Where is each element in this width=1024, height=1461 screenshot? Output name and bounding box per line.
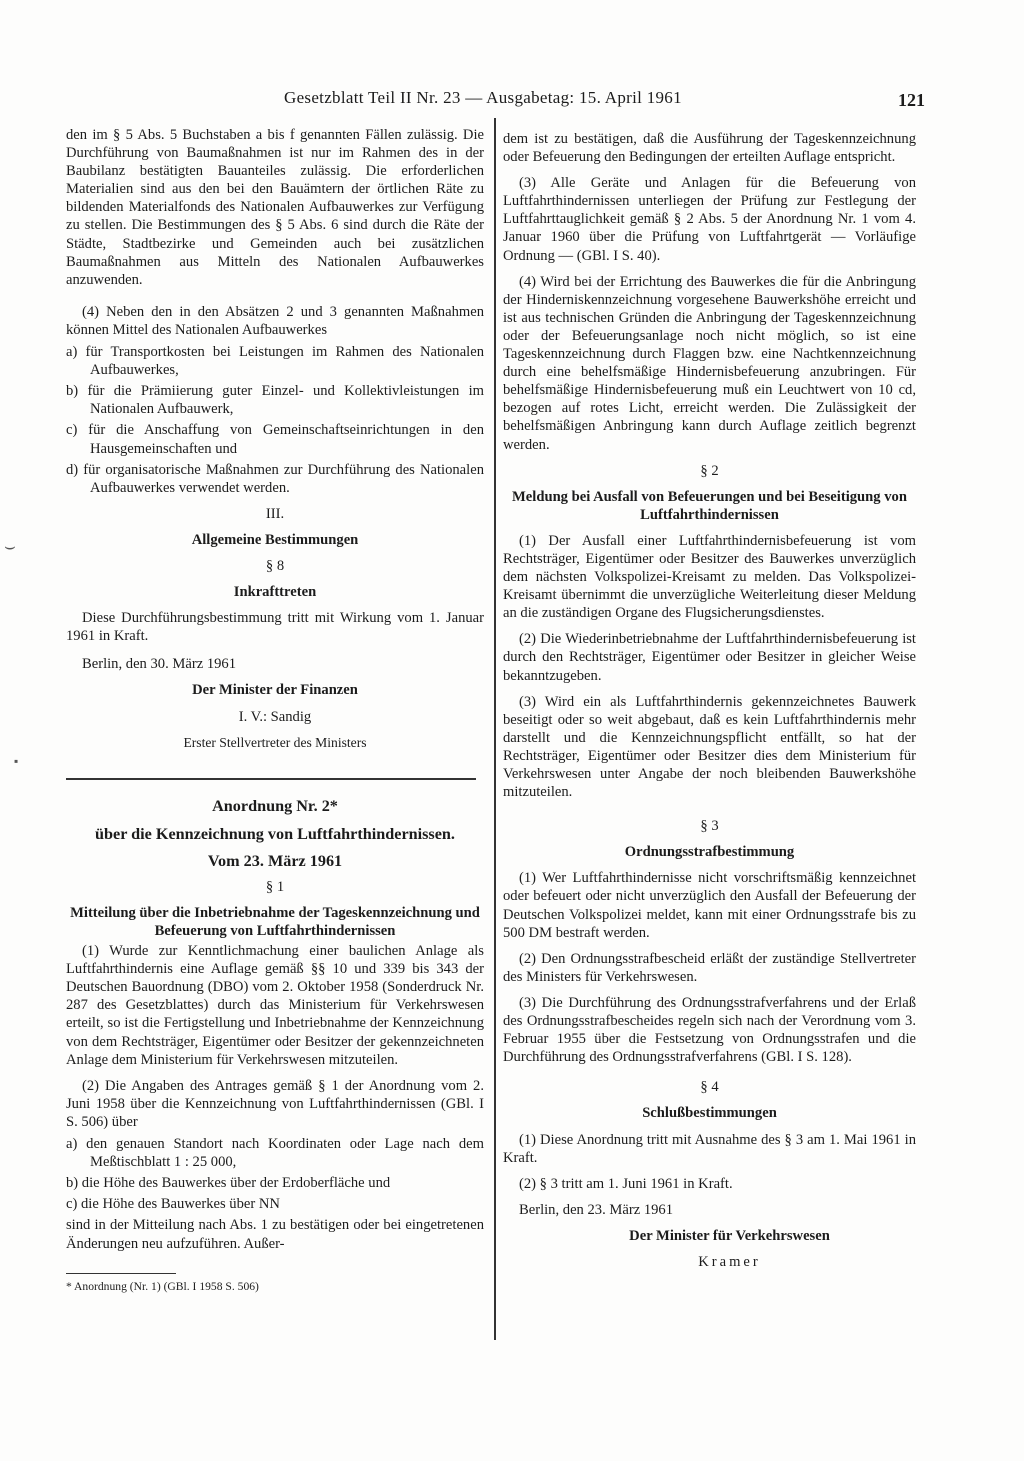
paragraph-title: Schlußbestimmungen — [642, 1105, 777, 1122]
paragraph-title: Ordnungsstrafbestimmung — [624, 844, 795, 861]
margin-mark: ⌣ — [4, 536, 16, 556]
separator-rule — [66, 778, 476, 780]
paragraph: dem ist zu bestätigen, daß die Ausführung der Tageskennzeichnung oder Befeuerung den Bedingungen der erteilten Auflage entspricht. — [503, 131, 916, 166]
list-item: a) für Transportkosten bei Leistungen im Rahmen des Nationalen Aufbauwerkes, — [66, 344, 484, 379]
paragraph-title: Inkrafttreten — [233, 584, 317, 601]
part-title: Allgemeine Bestimmungen — [191, 531, 359, 548]
paragraph: sind in der Mitteilung nach Abs. 1 zu bestätigen oder bei eingetretenen Änderungen neu aufzuführen. Außer- — [66, 1217, 484, 1252]
paragraph: Diese Durchführungsbestimmung tritt mit Wirkung vom 1. Januar 1961 in Kraft. — [66, 610, 484, 645]
enumeration-list — [66, 1135, 484, 1213]
paragraph-symbol: § 2 — [700, 462, 719, 479]
signature-name: Kramer — [698, 1253, 761, 1270]
date-line: Berlin, den 23. März 1961 — [519, 1201, 674, 1218]
paragraph-symbol: § 4 — [700, 1079, 719, 1096]
paragraph-title: Mitteilung über die Inbetriebnahme der Tageskennzeichnung und Befeuerung von Luftfahrthindernissen — [70, 904, 480, 939]
paragraph-symbol: § 8 — [265, 557, 285, 574]
running-header: Gesetzblatt Teil II Nr. 23 — Ausgabetag: 15. April 1961 — [284, 88, 682, 107]
part-number: III. — [265, 505, 285, 522]
paragraph: (2) § 3 tritt am 1. Juni 1961 in Kraft. — [519, 1175, 733, 1192]
signature-title: Der Minister der Finanzen — [192, 682, 358, 699]
paragraph: (3) Die Durchführung des Ordnungsstrafverfahrens und der Erlaß des Ordnungsstrafbescheides regeln sich nach der Verordnung vom 3. Februar 1955 über die Festsetzung von Ordnungsstrafen und die Durchführung des Ordnungsstrafverfahrens (GBl. I S. 128). — [503, 994, 916, 1066]
list-item: d) für organisatorische Maßnahmen zur Durchführung des Nationalen Aufbauwerkes verwendet werden. — [66, 461, 484, 496]
paragraph: (1) Der Ausfall einer Luftfahrthindernisbefeuerung ist vom Rechtsträger, Eigentümer oder Besitzer des Bauwerkes unverzüglich dem nächsten Volkspolizei-Kreisamt zu melden. Das Volkspolizei-Kreisamt übernimmt die unverzügliche Weiterleitung dieser Meldung an die zuständigen Organe des Flugsicherungsdienstes. — [503, 532, 916, 622]
footnote: * Anordnung (Nr. 1) (GBl. I 1958 S. 506) — [66, 1279, 259, 1293]
enumeration-list — [66, 343, 484, 497]
list-item: b) die Höhe des Bauwerkes über der Erdoberfläche und — [66, 1175, 391, 1192]
list-item: c) die Höhe des Bauwerkes über NN — [66, 1196, 280, 1213]
date-line: Berlin, den 30. März 1961 — [82, 656, 237, 673]
paragraph: (2) Die Wiederinbetriebnahme der Luftfahrthindernisbefeuerung ist durch den Rechtsträger, Eigentümer oder Besitzer in gleicher Weise bekanntzugeben. — [503, 631, 916, 684]
list-item: b) für die Prämiierung guter Einzel- und Kollektivleistungen im Nationalen Aufbauwerk, — [66, 383, 484, 418]
footnote-rule — [66, 1273, 176, 1274]
margin-mark: ▪ — [14, 754, 19, 768]
list-item: a) den genauen Standort nach Koordinaten oder Lage nach dem Meßtischblatt 1 : 25 000, — [66, 1136, 484, 1171]
paragraph-title: Meldung bei Ausfall von Befeuerungen und bei Beseitigung von Luftfahrthindernissen — [512, 488, 907, 523]
ordinance-title: Anordnung Nr. 2* — [212, 796, 338, 815]
paragraph: (4) Wird bei der Errichtung des Bauwerkes die für die Anbringung der Hinderniskennzeichnung vorgesehene Bauwerkshöhe erreicht und ist aus technischen Gründen die Anbringung der Tageskennzeichnung oder der Befeuerungsanlage noch nicht möglich, so ist eine Tageskennzeichnung durch Flaggen bzw. eine Nachtkennzeichnung durch eine behelfsmäßige Hindernisbefeuerung anzubringen. Für behelfsmäßige Hindernisbefeuerung muß ein Leuchtwert von 10 cd, bezogen auf rotes Licht, erreicht werden. Die Zulässigkeit der behelfsmäßigen Anbringung kann durch Auflage zeitlich begrenzt werden. — [503, 273, 916, 453]
paragraph: (3) Wird ein als Luftfahrthindernis gekennzeichnetes Bauwerk beseitigt oder so weit abgebaut, daß es kein Luftfahrthindernis mehr darstellt und die Kennzeichnungspflicht entfällt, so hat der Rechtsträger, Eigentümer oder Besitzer dies dem Ministerium für Verkehrswesen unter Angabe der noch bleibenden Bauwerkshöhe mitzuteilen. — [503, 693, 916, 801]
signature-title: Der Minister für Verkehrswesen — [629, 1227, 830, 1244]
signature-subtitle: Erster Stellvertreter des Ministers — [183, 734, 367, 750]
column-divider — [494, 118, 496, 1340]
left-column — [66, 126, 484, 1304]
paragraph-symbol: § 1 — [265, 878, 285, 895]
list-item: c) für die Anschaffung von Gemeinschaftseinrichtungen in den Hausgemeinschaften und — [66, 422, 484, 457]
paragraph: (2) Den Ordnungsstrafbescheid erläßt der zuständige Stellvertreter des Ministers für Verkehrswesen. — [503, 950, 916, 985]
paragraph: den im § 5 Abs. 5 Buchstaben a bis f genannten Fällen zulässig. Die Durchführung von Baumaßnahmen ist nur im Rahmen des in der Baubilanz bestätigten Bauanteiles zulässig. Die erforderlichen Materialien sind aus den bei den Bauämtern der örtlichen Räte zu bildenden Materialfonds des Nationalen Aufbauwerkes zur Verfügung zu stellen. Die Bestimmungen des § 5 Abs. 6 sind durch die Räte der Städte, Stadtbezirke und Gemeinden auch bei zusätzlichen Baumaßnahmen aus Mitteln des Nationalen Aufbauwerkes anzuwenden. — [66, 127, 484, 288]
paragraph: (1) Wer Luftfahrthindernisse nicht vorschriftsmäßig kennzeichnet oder befeuert oder nicht unverzüglich den Ausfall der Befeuerung der Deutschen Volkspolizei meldet, kann mit einer Ordnungsstrafe bis zu 500 DM bestraft werden. — [503, 870, 916, 941]
signature-name: I. V.: Sandig — [238, 708, 312, 725]
page-number: 121 — [898, 90, 925, 110]
paragraph: (3) Alle Geräte und Anlagen für die Befeuerung von Luftfahrthindernissen unterliegen der Prüfung zur Festlegung der Luftfahrttauglichkeit gemäß § 2 Abs. 5 der Anordnung Nr. 1 vom 4. Januar 1960 über die Prüfung von Luftfahrtgerät — Vorläufige Ordnung — (GBl. I S. 40). — [503, 175, 916, 264]
paragraph: (1) Wurde zur Kenntlichmachung einer baulichen Anlage als Luftfahrthindernis eine Auflage gemäß §§ 10 und 339 bis 343 der Deutschen Bauordnung (DBO) vom 2. Oktober 1958 (Sonderdruck Nr. 287 des Gesetzblattes) durch das Ministerium für Verkehrswesen erteilt, so ist die Fertigstellung und Inbetriebnahme der Kennzeichnung von dem Rechtsträger, Eigentümer oder Besitzer der gekennzeichneten Anlage dem Ministerium für Verkehrswesen mitzuteilen. — [66, 943, 484, 1068]
ordinance-date: Vom 23. März 1961 — [207, 851, 343, 870]
right-column — [503, 130, 916, 1279]
paragraph: (4) Neben den in den Absätzen 2 und 3 genannten Maßnahmen können Mittel des Nationalen Aufbauwerkes — [66, 303, 484, 338]
paragraph-symbol: § 3 — [700, 818, 719, 835]
paragraph: (2) Die Angaben des Antrages gemäß § 1 der Anordnung vom 2. Juni 1958 über die Kennzeichnung von Luftfahrthindernissen (GBl. I S. 506) über — [66, 1077, 484, 1130]
paragraph: (1) Diese Anordnung tritt mit Ausnahme des § 3 am 1. Mai 1961 in Kraft. — [503, 1131, 916, 1166]
ordinance-subject: über die Kennzeichnung von Luftfahrthindernissen. — [95, 824, 455, 843]
